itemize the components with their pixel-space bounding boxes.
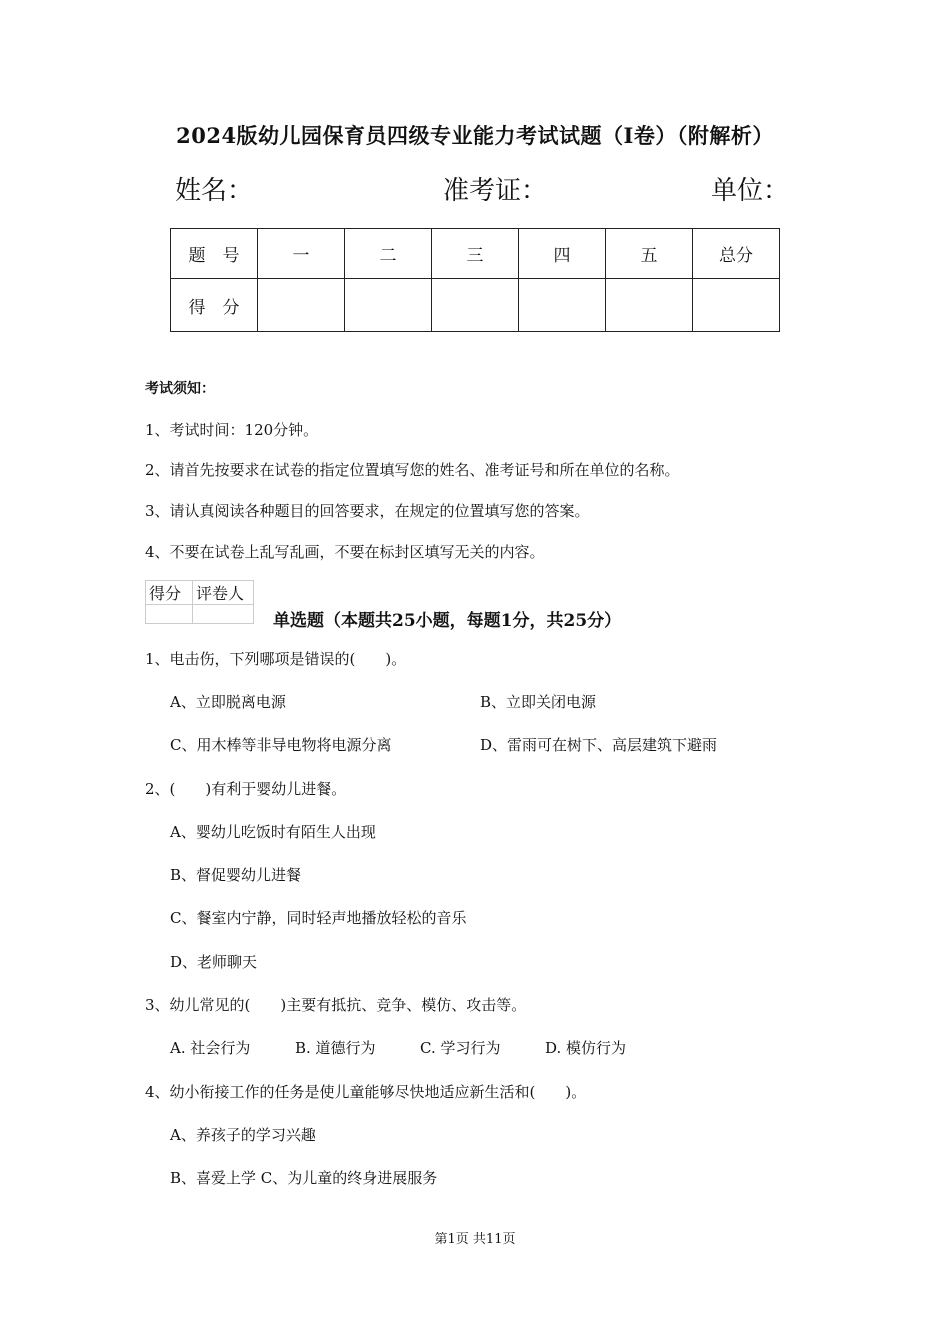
score-table-header-cell: 五 [606, 229, 693, 279]
question-1-option-c: C、用木棒等非导电物将电源分离 [170, 736, 392, 754]
score-table-header-cell: 总分 [693, 229, 780, 279]
question-2-option-b: B、督促婴幼儿进餐 [170, 866, 302, 884]
exam-number-field-label: 准考证： [443, 176, 548, 206]
question-2-option-d: D、老师聊天 [170, 953, 258, 971]
question-1-option-d: D、雷雨可在树下、高层建筑下避雨 [480, 736, 718, 754]
score-table-header-cell: 二 [345, 229, 432, 279]
grader-box-score-label: 得分 [146, 581, 193, 605]
notice-item: 3、请认真阅读各种题目的回答要求，在规定的位置填写您的答案。 [145, 502, 590, 520]
notice-item: 4、不要在试卷上乱写乱画，不要在标封区填写无关的内容。 [145, 543, 545, 561]
notice-heading: 考试须知： [145, 381, 215, 397]
question-3-option-a: A. 社会行为 [170, 1039, 251, 1057]
score-table-header-row [171, 229, 780, 279]
score-table [170, 228, 780, 332]
score-cell[interactable] [345, 279, 432, 332]
grader-box-grader-label: 评卷人 [193, 581, 254, 605]
grader-box-grader-cell[interactable] [193, 605, 254, 624]
score-cell[interactable] [693, 279, 780, 332]
score-table-header-cell: 题 号 [171, 229, 258, 279]
question-4-option-bc: B、喜爱上学 C、为儿童的终身进展服务 [170, 1169, 438, 1187]
question-3-option-b: B. 道德行为 [295, 1039, 376, 1057]
score-table-score-row [171, 279, 780, 332]
section-title: 单选题（本题共25小题，每题1分，共25分） [273, 611, 622, 631]
unit-field-label: 单位： [711, 176, 790, 206]
name-field-label: 姓名： [175, 176, 254, 206]
page-title: 2024版幼儿园保育员四级专业能力考试试题（I卷）（附解析） [176, 123, 774, 148]
score-table-header-cell: 三 [432, 229, 519, 279]
score-row-label: 得 分 [171, 279, 258, 332]
question-2-option-c: C、餐室内宁静，同时轻声地播放轻松的音乐 [170, 909, 467, 927]
page-footer: 第1页 共11页 [434, 1232, 516, 1247]
score-cell[interactable] [606, 279, 693, 332]
grader-box [145, 580, 254, 624]
question-3-option-c: C. 学习行为 [420, 1039, 501, 1057]
score-table-header-cell: 一 [258, 229, 345, 279]
question-3-stem: 3、幼儿常见的( )主要有抵抗、竞争、模仿、攻击等。 [145, 996, 527, 1014]
question-4-stem: 4、幼小衔接工作的任务是使儿童能够尽快地适应新生活和( )。 [145, 1083, 587, 1101]
question-1-option-a: A、立即脱离电源 [170, 693, 286, 711]
score-cell[interactable] [519, 279, 606, 332]
score-cell[interactable] [258, 279, 345, 332]
score-cell[interactable] [432, 279, 519, 332]
question-1-option-b: B、立即关闭电源 [480, 693, 597, 711]
question-1-stem: 1、电击伤，下列哪项是错误的( )。 [145, 650, 407, 668]
notice-item: 1、考试时间：120分钟。 [145, 421, 319, 439]
notice-item: 2、请首先按要求在试卷的指定位置填写您的姓名、准考证号和所在单位的名称。 [145, 461, 680, 479]
question-2-stem: 2、( )有利于婴幼儿进餐。 [145, 780, 347, 798]
question-2-option-a: A、婴幼儿吃饭时有陌生人出现 [170, 823, 376, 841]
score-table-header-cell: 四 [519, 229, 606, 279]
question-3-option-d: D. 模仿行为 [545, 1039, 627, 1057]
grader-box-score-cell[interactable] [146, 605, 193, 624]
question-4-option-a: A、养孩子的学习兴趣 [170, 1126, 316, 1144]
